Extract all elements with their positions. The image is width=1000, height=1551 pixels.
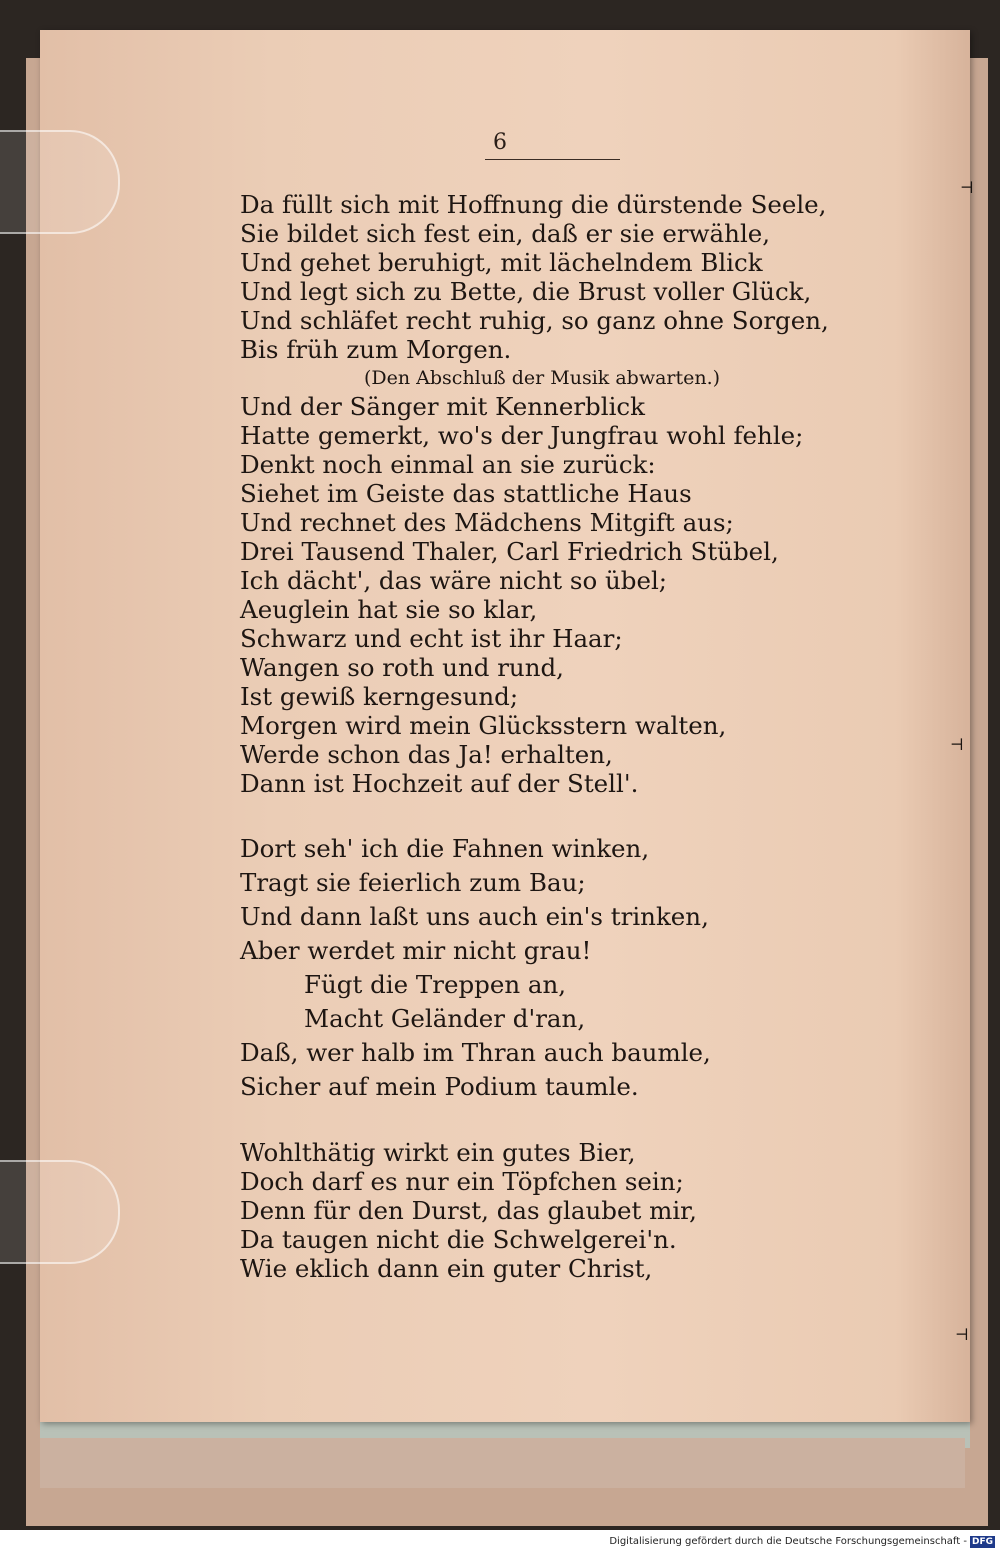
poem-line: Morgen wird mein Glücksstern walten,	[240, 711, 727, 740]
page-clip-bottom	[0, 1160, 120, 1264]
poem-line: Aeuglein hat sie so klar,	[240, 595, 538, 624]
poem-line: Da füllt sich mit Hoffnung die dürstende Seele,	[240, 190, 827, 219]
poem-line: Und legt sich zu Bette, die Brust voller Glück,	[240, 277, 812, 306]
poem-line: Fügt die Treppen an,	[304, 970, 567, 999]
dfg-logo: DFG	[971, 1537, 993, 1547]
poem-line: Wohlthätig wirkt ein gutes Bier,	[240, 1138, 636, 1167]
page-bottom-edge	[40, 1438, 965, 1488]
poem-line: Und schläfet recht ruhig, so ganz ohne Sorgen,	[240, 306, 829, 335]
poem-line: Wie eklich dann ein guter Christ,	[240, 1254, 653, 1283]
poem-line: Ich dächt', das wäre nicht so übel;	[240, 566, 668, 595]
poem-line: Sie bildet sich fest ein, daß er sie erwähle,	[240, 219, 771, 248]
poem-line: Drei Tausend Thaler, Carl Friedrich Stübel,	[240, 537, 779, 566]
page-edge-mark: ⊣	[955, 1325, 969, 1344]
poem-line: Und der Sänger mit Kennerblick	[240, 392, 645, 421]
poem-line: Und gehet beruhigt, mit lächelndem Blick	[240, 248, 763, 277]
poem-line: Werde schon das Ja! erhalten,	[240, 740, 613, 769]
stanza-break	[240, 1104, 840, 1138]
poem-line: Siehet im Geiste das stattliche Haus	[240, 479, 692, 508]
poem-line: Denn für den Durst, das glaubet mir,	[240, 1196, 697, 1225]
poem-line: Bis früh zum Morgen.	[240, 335, 512, 364]
poem-line: Und rechnet des Mädchens Mitgift aus;	[240, 508, 734, 537]
poem-line: Wangen so roth und rund,	[240, 653, 564, 682]
poem-line: Doch darf es nur ein Töpfchen sein;	[240, 1167, 684, 1196]
poem-line: Dann ist Hochzeit auf der Stell'.	[240, 769, 639, 798]
page-edge-mark: ⊣	[950, 735, 964, 754]
poem-line: Ist gewiß kerngesund;	[240, 682, 519, 711]
poem-line: Daß, wer halb im Thran auch baumle,	[240, 1038, 711, 1067]
stage-direction: (Den Abschluß der Musik abwarten.)	[364, 367, 721, 389]
page-edge-mark: ⊣	[960, 178, 974, 197]
page-number-rule	[485, 159, 620, 160]
poem-line: Hatte gemerkt, wo's der Jungfrau wohl fehle;	[240, 421, 804, 450]
footer-credit-text: Digitalisierung gefördert durch die Deutsche Forschungsgemeinschaft -	[609, 1536, 967, 1547]
poem-text	[240, 190, 840, 1283]
poem-line: Denkt noch einmal an sie zurück:	[240, 450, 656, 479]
digitization-footer	[600, 1536, 995, 1550]
poem-line: Aber werdet mir nicht grau!	[240, 936, 592, 965]
poem-line: Da taugen nicht die Schwelgerei'n.	[240, 1225, 677, 1254]
stanza-break	[240, 798, 840, 832]
poem-line: Und dann laßt uns auch ein's trinken,	[240, 902, 709, 931]
page-number: 6	[493, 130, 507, 155]
poem-line: Tragt sie feierlich zum Bau;	[240, 868, 586, 897]
poem-line: Schwarz und echt ist ihr Haar;	[240, 624, 623, 653]
poem-line: Macht Geländer d'ran,	[304, 1004, 586, 1033]
poem-line: Dort seh' ich die Fahnen winken,	[240, 834, 650, 863]
poem-line: Sicher auf mein Podium taumle.	[240, 1072, 639, 1101]
